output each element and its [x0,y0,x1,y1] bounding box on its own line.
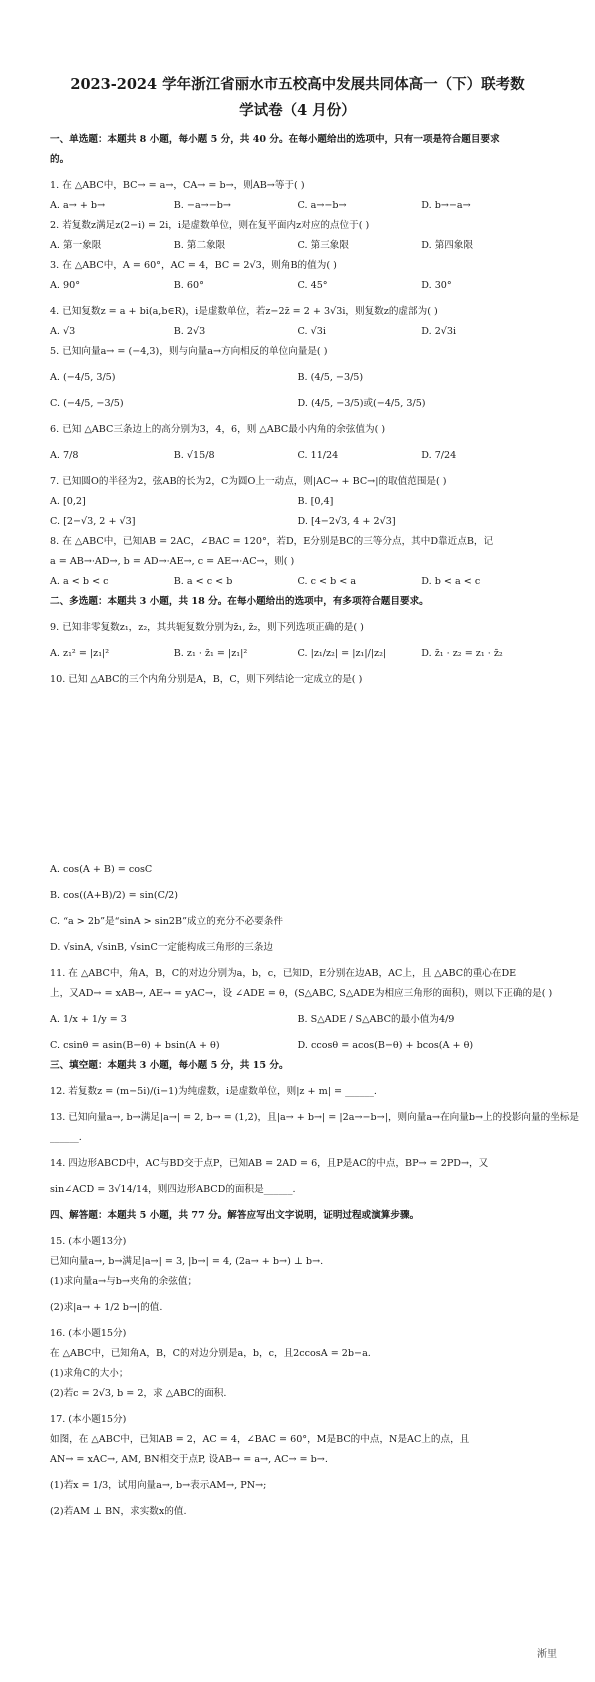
option-b: B. S△ADE / S△ABC的最小值为4/9 [297,1014,455,1025]
question-16-header: 16. (本小题15分) [50,1328,127,1339]
question-10-option-a: A. cos(A + B) = cosC [50,864,153,875]
question-15-line-1: 已知向量a→, b→满足|a→| = 3, |b→| = 4, (2a→ + b→) ⊥ b→. [50,1256,324,1267]
question-7: 7. 已知圆O的半径为2，弦AB的长为2，C为圆O上一动点，则|AC→ + BC→|的取值范围是( ) [50,476,447,487]
question-4: 4. 已知复数z = a + bi(a,b∈R)，i是虚数单位，若z−2z̄ = 2 + 3√3i，则复数z的虚部为( ) [50,306,438,317]
exam-title-line-2: 学试卷（4 月份） [239,102,356,119]
section-4-header: 四、解答题：本题共 5 小题，共 77 分。解答应写出文字说明，证明过程或演算步骤。 [50,1210,420,1221]
option-d: D. 30° [421,280,452,291]
option-c: C. [2−√3, 2 + √3] [50,516,136,527]
option-d: D. (4/5, −3/5)或(−4/5, 3/5) [297,398,426,409]
section-1-header-cont: 的。 [50,154,70,165]
question-11-options-ab [50,1010,545,1030]
question-15-header: 15. (本小题13分) [50,1236,127,1247]
question-8-cont: a = AB→·AD→, b = AD→·AE→, c = AE→·AC→，则( ) [50,556,295,567]
option-d: D. b < a < c [421,576,481,587]
question-11-cont: 上，又AD→ = xAB→, AE→ = yAC→，设 ∠ADE = θ，(S△ABC, S△ADE为相应三角形的面积)，则以下正确的是( ) [50,988,553,999]
question-11-options-cd [50,1036,545,1056]
option-d: D. z̄₁ · z₂ = z₁ · z̄₂ [421,648,503,659]
question-1: 1. 在 △ABC中，BC→ = a→，CA→ = b→，则AB→等于( ) [50,180,305,191]
question-4-options [50,322,545,342]
option-b: B. 60° [173,280,204,291]
question-14-cont: sin∠ACD = 3√14/14，则四边形ABCD的面积是______. [50,1184,296,1195]
option-b: B. √15/8 [173,450,215,461]
option-b: B. 2√3 [173,326,206,337]
option-d: D. 第四象限 [421,240,474,251]
question-12: 12. 若复数z = (m−5i)/(i−1)为纯虚数，i是虚数单位，则|z + m| = ______. [50,1086,377,1097]
option-c: C. (−4/5, −3/5) [50,398,124,409]
question-10: 10. 已知 △ABC的三个内角分别是A，B，C，则下列结论一定成立的是( ) [50,674,363,685]
option-a: A. 90° [50,280,81,291]
question-3-options [50,276,545,296]
option-d: D. ccosθ = acos(B−θ) + bcos(A + θ) [297,1040,474,1051]
option-b: B. [0,4] [297,496,334,507]
option-b: B. (4/5, −3/5) [297,372,364,383]
question-5-options-cd [50,394,545,414]
question-17-header: 17. (本小题15分) [50,1414,127,1425]
option-a: A. 第一象限 [50,240,102,251]
exam-title-line-1: 2023-2024 学年浙江省丽水市五校高中发展共同体高一（下）联考数 [70,76,525,93]
blank-space [50,690,545,860]
option-a: A. (−4/5, 3/5) [50,372,116,383]
question-5-options-ab [50,368,545,388]
question-15-line-3: (2)求|a→ + 1/2 b→|的值. [50,1302,163,1313]
option-c: C. c < b < a [297,576,357,587]
question-15-line-2: (1)求向量a→与b→夹角的余弦值； [50,1276,198,1287]
question-8-options [50,572,545,592]
question-17-line-4: (2)若AM ⊥ BN，求实数x的值. [50,1506,187,1517]
section-2-header: 二、多选题：本题共 3 小题，共 18 分。在每小题给出的选项中，有多项符合题目要求。 [50,596,429,607]
question-16-line-3: (2)若c = 2√3, b = 2，求 △ABC的面积. [50,1388,227,1399]
option-a: A. a→ + b→ [50,200,106,211]
question-17-line-3: (1)若x = 1/3，试用向量a→, b→表示AM→, PN→; [50,1480,267,1491]
question-16-line-2: (1)求角C的大小； [50,1368,129,1379]
question-17-line-1: 如图，在 △ABC中，已知AB = 2，AC = 4，∠BAC = 60°，M是BC的中点，N是AC上的点，且 [50,1434,470,1445]
option-c: C. 第三象限 [297,240,349,251]
question-13: 13. 已知向量a→, b→满足|a→| = 2, b→ = (1,2)，且|a→ + b→| = |2a→−b→|，则向量a→在向量b→上的投影向量的坐标是 [50,1112,579,1123]
question-3: 3. 在 △ABC中，A = 60°，AC = 4，BC = 2√3，则角B的值为( ) [50,260,337,271]
option-a: A. a < b < c [50,576,109,587]
question-10-option-c: C. “a > 2b”是“sinA > sin2B”成立的充分不必要条件 [50,916,283,927]
option-c: C. √3i [297,326,326,337]
option-b: B. −a→−b→ [173,200,231,211]
option-c: C. |z₁/z₂| = |z₁|/|z₂| [297,648,387,659]
option-c: C. 45° [297,280,328,291]
option-b: B. 第二象限 [173,240,226,251]
option-a: A. 7/8 [50,450,79,461]
question-2-options [50,236,545,256]
question-8: 8. 在 △ABC中，已知AB = 2AC，∠BAC = 120°，若D，E分别是BC的三等分点，其中D靠近点B，记 [50,536,494,547]
question-6: 6. 已知 △ABC三条边上的高分别为3，4，6，则 △ABC最小内角的余弦值为( ) [50,424,386,435]
option-a: A. √3 [50,326,76,337]
option-d: D. 2√3i [421,326,457,337]
section-3-header: 三、填空题：本题共 3 小题，每小题 5 分，共 15 分。 [50,1060,289,1071]
question-7-options-ab [50,492,545,512]
question-9-options [50,644,545,664]
question-10-option-b: B. cos((A+B)/2) = sin(C/2) [50,890,179,901]
option-b: B. a < c < b [173,576,233,587]
option-a: A. [0,2] [50,496,86,507]
option-b: B. z₁ · z̄₁ = |z₁|² [173,648,248,659]
question-10-option-d: D. √sinA, √sinB, √sinC一定能构成三角形的三条边 [50,942,273,953]
question-13-cont: ______. [50,1132,82,1143]
question-16-line-1: 在 △ABC中，已知角A，B，C的对边分别是a，b，c，且2ccosA = 2b−a. [50,1348,371,1359]
option-a: A. 1/x + 1/y = 3 [50,1014,127,1025]
question-14: 14. 四边形ABCD中，AC与BD交于点P，已知AB = 2AD = 6，且P是AC的中点，BP→ = 2PD→，又 [50,1158,489,1169]
option-c: C. 11/24 [297,450,339,461]
option-d: D. 7/24 [421,450,457,461]
question-1-options [50,196,545,216]
option-c: C. csinθ = asin(B−θ) + bsin(A + θ) [50,1040,220,1051]
question-6-options [50,446,545,466]
option-c: C. a→−b→ [297,200,347,211]
section-1-header: 一、单选题：本题共 8 小题，每小题 5 分，共 40 分。在每小题给出的选项中，只有一项是符合题目要求 [50,134,500,145]
question-7-options-cd [50,512,545,532]
question-17-line-2: AN→ = xAC→, AM, BN相交于点P, 设AB→ = a→, AC→ = b→. [50,1454,328,1465]
question-11: 11. 在 △ABC中，角A，B，C的对边分别为a，b，c，已知D，E分别在边AB，AC上，且 △ABC的重心在DE [50,968,517,979]
footer-brand: 淅里 [537,1649,557,1660]
question-5: 5. 已知向量a→ = (−4,3)，则与向量a→方向相反的单位向量是( ) [50,346,328,357]
option-a: A. z₁² = |z₁|² [50,648,110,659]
question-2: 2. 若复数z满足z(2−i) = 2i，i是虚数单位，则在复平面内z对应的点位于( ) [50,220,370,231]
option-d: D. b→−a→ [421,200,471,211]
question-9: 9. 已知非零复数z₁，z₂，其共轭复数分别为z̄₁, z̄₂，则下列选项正确的是( ) [50,622,364,633]
option-d: D. [4−2√3, 4 + 2√3] [297,516,396,527]
